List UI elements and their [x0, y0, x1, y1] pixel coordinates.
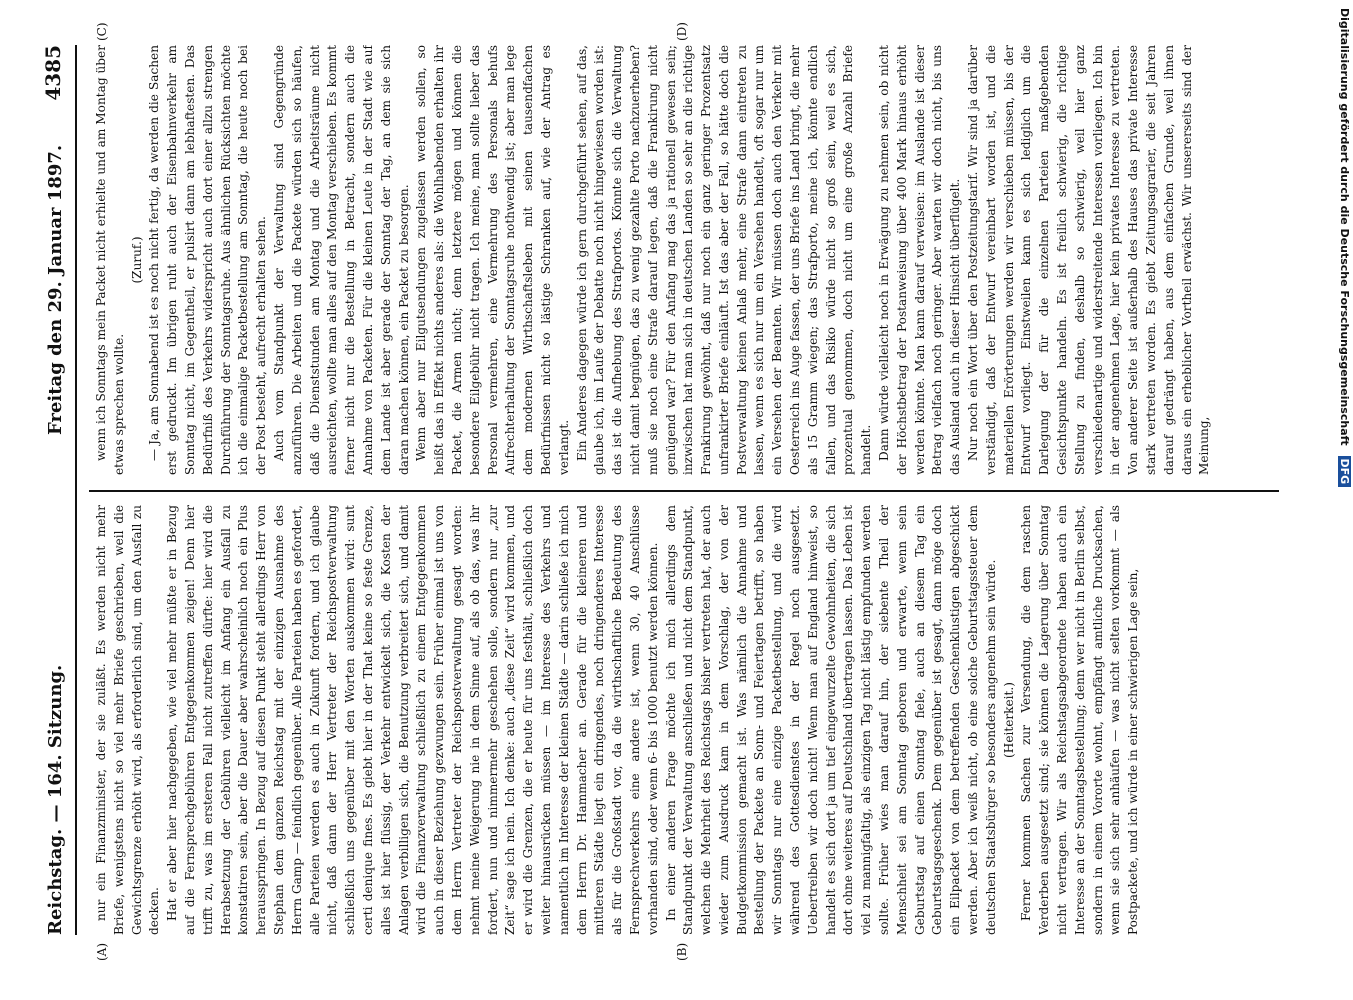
paragraph: Auch vom Standpunkt der Verwaltung sind Gegengründe anzuführen. Die Arbeiten und die Packete würden sich so häufen, daß die Dienststunden am Montag und die Arbeitsräume nicht ausreichten, wollte man alles auf den Montag verschieben. Es kommt ferner nicht nur die Bestellung in Betracht, sondern auch die Annahme von Packeten. Für die kleinen Leute in der Stadt wie auf dem Lande ist aber gerade der Sonntag der Tag, an dem sie sich daran machen können, ein Packet zu besorgen.: [271, 45, 411, 475]
paragraph: nur ein Finanzminister, der sie zuläßt. Es werden nicht mehr Briefe, wenigstens nicht so viel mehr Briefe geschrieben, weil die Gewichtsgrenze erhöht wird, als erforderlich sind, um den Ausfall zu decken.: [94, 505, 162, 935]
paragraph: Ferner kommen Sachen zur Versendung, die dem raschen Verderben ausgesetzt sind; sie können die Lagerung über Sonntag nicht vertragen. Wir als Reichstagsabgeordnete haben auch ein Interesse an der Sonntagsbestellung; denn wer nicht in Berlin selbst, sondern in einem Vororte wohnt, empfängt amtliche Drucksachen, wenn sie sich sehr anhäufen — was nicht selten vorkommt — als Postpackete, und ich würde in einer schwierigen Lage sein,: [1019, 505, 1141, 935]
header-left-title: Reichstag. — 164. Sitzung.: [45, 664, 66, 935]
paragraph: wenn ich Sonntags mein Packet nicht erhielte und am Montag über etwas sprechen wollte.: [94, 45, 126, 475]
paragraph: Dann würde vielleicht noch in Erwägung zu nehmen sein, ob nicht der Höchstbetrag der Postanweisung über 400 Mark hinaus erhöht werden könnte. Man kann darauf verweisen: im Auslande ist dieser Betrag vielfach noch geringer. Aber warten wir doch nicht, bis uns das Ausland auch in dieser Hinsicht überflügelt.: [877, 45, 963, 475]
paragraph: — Ja, am Sonnabend ist es noch nicht fertig, da werden die Sachen erst gedruckt. Im übrigen ruht auch der Eisenbahnverkehr am Sonntag nicht, im Gegentheil, er pulsirt dann am lebhaftesten. Das Bedürfniß des Verkehrs widerspricht auch dort einer allzu strengen Durchführung der Sonntagsruhe. Aus ähnlichen Rücksichten möchte ich die einmalige Packetbestellung am Sonntag, die heute noch bei der Post besteht, aufrecht erhalten sehen.: [147, 45, 269, 475]
margin-marker-b: (B): [675, 942, 689, 961]
page-number: 4385: [41, 45, 65, 101]
right-column: [93, 45, 1273, 475]
paragraph: (Heiterkeit.): [1001, 682, 1016, 758]
page-header: [35, 45, 77, 935]
paragraph: Nur noch ein Wort über den Postzeitungstarif. Wir sind ja darüber verständigt, daß der Entwurf vereinbart worden ist, und die materiellen Erörterungen werden wir verschieben müssen, bis der Entwurf vorliegt. Einstweilen kann es sich lediglich um die Darlegung der für die einzelnen Parteien maßgebenden Gesichtspunkte handeln. Es ist freilich schwierig, die richtige Stellung zu finden, deshalb so schwierig, weil hier ganz verschiedenartige und widerstreitende Interessen vorliegen. Ich bin in der angenehmen Lage, hier kein privates Interesse zu vertreten. Von anderer Seite ist außerhalb des Hauses das private Interesse stark vertreten worden. Es giebt Zeitungsagrarier, die seit Jahren darauf gedrängt haben, aus dem einfachen Grunde, weil ihnen daraus ein erheblicher Vortheil erwächst. Wir unsererseits sind der Meinung,: [966, 45, 1212, 475]
paragraph: Wenn aber nur Eilgutsendungen zugelassen werden sollen, so heißt das in Effekt nichts anderes als: die Wohlhabenden erhalten ihr Packet, die Armen nicht; denn letztere mögen und können die besondere Eilgebühr nicht tragen. Ich meine, man sollte lieber das Personal vermehren, eine Vermehrung des Personals behufs Aufrechterhaltung der Sonntagsruhe nothwendig ist; aber man lege dem modernen Wirthschaftsleben mit seinen tausendfachen Bedürfnissen nicht so lästige Schranken auf, wie der Antrag es verlangt.: [414, 45, 571, 475]
footer-credit-text: Digitalisierung gefördert durch die Deutsche Forschungsgemeinschaft: [1338, 8, 1351, 446]
paragraph: Ein Anderes dagegen würde ich gern durchgeführt sehen, auf das, glaube ich, im Laufe der Debatte noch nicht hingewiesen worden ist: das ist die Aufhebung des Strafportos. Könnte sich die Verwaltung nicht damit begnügen, das zu wenig gezahlte Porto nachzuerheben? muß sie noch eine Strafe darauf legen, daß die Frankirung nicht genügend war? Für den Anfang mag das ja rationell gewesen sein; inzwischen hat man sich in deutschen Landen so sehr an die richtige Frankirung gewöhnt, daß nur noch ein ganz geringer Prozentsatz unfrankirter Briefe einläuft. Ist das aber der Fall, so hätte doch die Postverwaltung keinen Anlaß mehr, eine Strafe dann eintreten zu lassen, wenn es sich nur um ein Versehen handelt, oft sogar nur um ein Versehen der Beamten. Wir müssen doch auch den Verkehr mit Oesterreich ins Auge fassen, der uns Briefe ins Land bringt, die mehr als 15 Gramm wiegen; das Strafporto, meine ich, könnte endlich fallen, und das Risiko würde nicht so groß sein, weil es sich, prozentual genommen, doch nicht um eine große Anzahl Briefe handelt.: [574, 45, 874, 475]
margin-marker-c: (C): [95, 22, 109, 41]
newspaper-page: [15, 15, 1305, 975]
left-column: [93, 505, 1273, 935]
header-right-title: Freitag den 29. Januar 1897.: [45, 144, 66, 435]
dfg-logo: DFG: [1338, 456, 1351, 488]
paragraph: In einer anderen Frage möchte ich mich allerdings dem Standpunkt der Verwaltung anschließen und nicht dem Standpunkt, welchen die Mehrheit des Reichstags bisher vertreten hat, der auch wieder zum Ausdruck kam in dem Vorschlag, der von der Budgetkommission gemacht ist. Was nämlich die Annahme und Bestellung der Packete an Sonn- und Feiertagen betrifft, so haben wir Sonntags nur eine einzige Packetbestellung, und die wird während des Gottesdienstes in der Regel noch ausgesetzt. Uebertreiben wir doch nicht! Wenn man auf England hinweist, so handelt es sich dort ja um tief eingewurzelte Gewohnheiten, die sich dort ohne weiteres auf Deutschland übertragen lassen. Das Leben ist viel zu mannigfaltig, als einzigen Tag nicht lästig empfunden werden sollte. Früher wies man darauf hin, der siebente Theil der Menschheit sei am Sonntag geboren und erwarte, wenn sein Geburtstag auf einen Sonntag fiele, auch an diesem Tag ein Geburtstagsgeschenk. Dem gegenüber ist gesagt, dann möge doch ein Eilpacket von dem betreffenden Geschenklustigen abgeschickt werden. Aber ich weiß nicht, ob eine solche Geburtstagssteuer dem deutschen Staatsbürger so besonders angenehm sein würde.: [663, 505, 998, 935]
margin-marker-d: (D): [675, 22, 689, 41]
margin-marker-a: (A): [95, 942, 109, 961]
paragraph: (Zuruf.): [129, 236, 144, 284]
digitization-footer: [1337, 8, 1353, 1000]
column-divider: [89, 490, 1279, 492]
paragraph: Hat er aber hier nachgegeben, wie viel mehr müßte er in Bezug auf die Fernsprechgebühren Entgegenkommen zeigen! Denn hier trifft zu, was im ersteren Fall nicht zutreffen dürfte: hier wird die Herabsetzung der Gebühren vielleicht im Anfang ein Ausfall zu konstatiren sein, aber die Dauer aber wahrscheinlich noch ein Plus herausspringen. In Bezug auf diesen Punkt steht allerdings Herr von Stephan dem ganzen Reichstag mit der einzigen Ausnahme des Herrn Gamp — feindlich gegenüber. Alle Parteien haben es gefordert, alle Parteien werden es auch in Zukunft fordern, und ich glaube nicht, daß dann der Herr Vertreter der Reichspostverwaltung schließlich uns gegenüber mit den Worten auskommen wird: sunt certi denique fines. Es giebt hier in der That keine so feste Grenze, alles ist hier flüssig, der Verkehr entwickelt sich, die Kosten der Anlagen verbilligen sich, die Benutzung verbreitert sich, und damit wird die Finanzverwaltung schließlich zu einem Entgegenkommen auch in dieser Beziehung gezwungen sein. Früher einmal ist uns von dem Herrn Vertreter der Reichspostverwaltung gesagt worden: nehmt meine Weigerung nie in dem Sinne auf, als ob das, was ihr fordert, nun und nimmermehr geschehen solle, sondern nur „zur Zeit“ sage ich nein. Ich denke: auch „diese Zeit“ wird kommen, und er wird die Grenzen, die er heute für uns festhält, schließlich doch weiter hinausrücken müssen — im Interesse des Verkehrs und namentlich im Interesse der kleinen Städte — darin schließe ich mich dem Herrn Dr. Hammacher an. Gerade für die kleineren und mittleren Städte liegt ein dringendes, noch dringenderes Interesse als für die Großstadt vor, da die wirthschaftliche Bedeutung des Fernsprechverkehrs eine andere ist, wenn 30, 40 Anschlüsse vorhanden sind, oder wenn 6- bis 1000 benutzt werden können.: [165, 505, 660, 935]
